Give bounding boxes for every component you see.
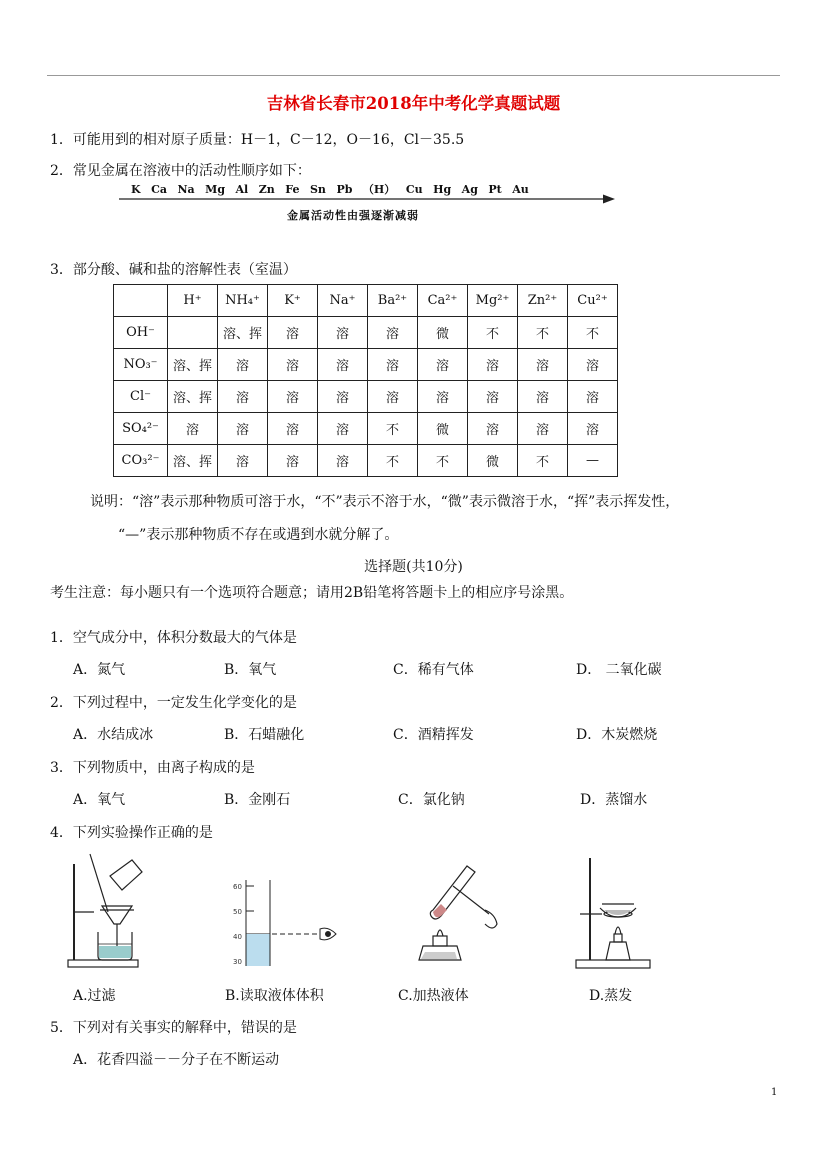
evaporation-apparatus-icon <box>570 852 660 972</box>
answer-option: C．酒精挥发 <box>393 727 474 743</box>
answer-option: A．花香四溢－－分子在不断运动 <box>73 1052 280 1068</box>
question-stem: 2．下列过程中，一定发生化学变化的是 <box>50 695 297 711</box>
graduated-cylinder-icon <box>228 876 348 968</box>
table-cell: 不 <box>518 445 568 477</box>
question-stem: 3．下列物质中，由离子构成的是 <box>50 760 255 776</box>
table-cell: 不 <box>418 445 468 477</box>
table-cell: 不 <box>368 445 418 477</box>
cation-header: H⁺ <box>168 285 218 317</box>
table-corner-cell <box>114 285 168 317</box>
table-cell: — <box>568 445 618 477</box>
answer-option: D． 二氧化碳 <box>576 662 662 678</box>
table-cell: 溶 <box>518 349 568 381</box>
table-cell: 微 <box>418 317 468 349</box>
table-row <box>114 317 618 349</box>
answer-option: B．金刚石 <box>224 792 291 808</box>
metal-symbol: Zn <box>258 183 275 196</box>
question-stem: 5．下列对有关事实的解释中，错误的是 <box>50 1020 297 1036</box>
table-cell: 溶 <box>368 317 418 349</box>
activity-arrow-icon <box>117 193 617 205</box>
cation-header: Ca²⁺ <box>418 285 468 317</box>
table-cell: 溶 <box>268 381 318 413</box>
table-cell: 微 <box>418 413 468 445</box>
table-cell: 溶 <box>568 349 618 381</box>
table-cell: 溶 <box>218 349 268 381</box>
metal-symbol: Sn <box>309 183 326 196</box>
table-cell: 溶 <box>218 381 268 413</box>
metal-symbol: Mg <box>205 183 226 196</box>
intro-line-2: 2．常见金属在溶液中的活动性顺序如下： <box>50 163 311 179</box>
solubility-table <box>113 284 618 477</box>
table-cell <box>168 317 218 349</box>
table-header-row <box>114 285 618 317</box>
table-note-line-1: 说明：“溶”表示那种物质可溶于水，“不”表示不溶于水，“微”表示微溶于水，“挥”表示挥发性， <box>90 494 680 510</box>
anion-header: Cl⁻ <box>114 381 168 413</box>
answer-option: D．木炭燃烧 <box>576 727 658 743</box>
table-cell: 溶 <box>368 349 418 381</box>
page-title: 吉林省长春市2018年中考化学真题试题 <box>266 94 561 113</box>
answer-option: D．蒸馏水 <box>580 792 648 808</box>
table-cell: 溶 <box>568 413 618 445</box>
cylinder-tick-label: 60 <box>233 883 242 891</box>
anion-header: NO₃⁻ <box>114 349 168 381</box>
intro-line-3: 3．部分酸、碱和盐的溶解性表（室温） <box>50 262 297 278</box>
table-cell: 溶 <box>168 413 218 445</box>
answer-option: C．氯化钠 <box>398 792 465 808</box>
table-cell: 溶 <box>518 413 568 445</box>
metal-symbol: Cu <box>405 183 423 196</box>
answer-option: B．氧气 <box>224 662 277 678</box>
table-cell: 溶 <box>318 317 368 349</box>
table-cell: 溶 <box>318 445 368 477</box>
heating-test-tube-icon <box>405 852 505 970</box>
cylinder-tick-label: 50 <box>233 908 242 916</box>
figure-caption: C.加热液体 <box>398 988 469 1004</box>
anion-header: CO₃²⁻ <box>114 445 168 477</box>
table-cell: 溶 <box>318 381 368 413</box>
answer-option: C．稀有气体 <box>393 662 474 678</box>
metal-symbol: Fe <box>285 183 300 196</box>
table-cell: 溶 <box>318 413 368 445</box>
table-cell: 微 <box>468 445 518 477</box>
cation-header: Cu²⁺ <box>568 285 618 317</box>
metal-symbol: （H） <box>362 183 396 196</box>
metal-symbol: Ag <box>461 183 478 196</box>
table-cell: 溶 <box>418 381 468 413</box>
figure-caption: D.蒸发 <box>589 988 633 1004</box>
table-cell: 溶 <box>418 349 468 381</box>
answer-option: A．水结成冰 <box>73 727 154 743</box>
table-cell: 溶 <box>468 349 518 381</box>
metal-symbol: Hg <box>433 183 452 196</box>
anion-header: SO₄²⁻ <box>114 413 168 445</box>
cation-header: Zn²⁺ <box>518 285 568 317</box>
anion-header: OH⁻ <box>114 317 168 349</box>
header-rule <box>47 75 780 76</box>
table-cell: 溶 <box>468 381 518 413</box>
cation-header: NH₄⁺ <box>218 285 268 317</box>
cation-header: Na⁺ <box>318 285 368 317</box>
metal-symbol: Ca <box>151 183 167 196</box>
table-cell: 不 <box>368 413 418 445</box>
table-row <box>114 349 618 381</box>
filtration-apparatus-icon <box>62 850 152 972</box>
metal-symbol: Al <box>235 183 249 196</box>
table-cell: 溶 <box>468 413 518 445</box>
cation-header: K⁺ <box>268 285 318 317</box>
metal-symbol: Na <box>177 183 195 196</box>
question-stem: 4．下列实验操作正确的是 <box>50 825 213 841</box>
table-row <box>114 381 618 413</box>
table-cell: 溶 <box>518 381 568 413</box>
metal-symbol: Pt <box>488 183 502 196</box>
table-row <box>114 445 618 477</box>
table-cell: 溶 <box>218 413 268 445</box>
metal-symbol: Au <box>512 183 529 196</box>
table-cell: 溶 <box>268 317 318 349</box>
table-row <box>114 413 618 445</box>
answer-option: A．氧气 <box>73 792 126 808</box>
figure-caption: A.过滤 <box>73 988 116 1004</box>
metal-symbol: K <box>131 183 141 196</box>
cylinder-tick-label: 40 <box>233 933 242 941</box>
table-note-line-2: “—”表示那种物质不存在或遇到水就分解了。 <box>118 527 399 543</box>
table-cell: 溶 <box>268 445 318 477</box>
table-cell: 不 <box>568 317 618 349</box>
intro-line-1: 1．可能用到的相对原子质量：H－1，C－12，O－16，Cl－35.5 <box>50 132 465 148</box>
exam-notice: 考生注意：每小题只有一个选项符合题意；请用2B铅笔将答题卡上的相应序号涂黑。 <box>50 585 574 601</box>
table-cell: 溶 <box>268 413 318 445</box>
section-title: 选择题(共10分) <box>364 559 463 575</box>
table-cell: 不 <box>518 317 568 349</box>
table-cell: 溶 <box>218 445 268 477</box>
figure-caption: B.读取液体体积 <box>225 988 324 1004</box>
table-cell: 溶、挥 <box>218 317 268 349</box>
cation-header: Ba²⁺ <box>368 285 418 317</box>
table-cell: 溶 <box>268 349 318 381</box>
table-cell: 不 <box>468 317 518 349</box>
cation-header: Mg²⁺ <box>468 285 518 317</box>
table-cell: 溶 <box>368 381 418 413</box>
table-cell: 溶 <box>318 349 368 381</box>
answer-option: B．石蜡融化 <box>224 727 305 743</box>
table-cell: 溶、挥 <box>168 349 218 381</box>
question-stem: 1．空气成分中，体积分数最大的气体是 <box>50 630 297 646</box>
table-cell: 溶 <box>568 381 618 413</box>
cylinder-tick-label: 30 <box>233 958 242 966</box>
answer-option: A．氮气 <box>73 662 126 678</box>
metal-symbol: Pb <box>336 183 353 196</box>
arrow-caption: 金属活动性由强逐渐减弱 <box>287 209 419 222</box>
page-number: 1 <box>771 1087 778 1098</box>
table-cell: 溶、挥 <box>168 381 218 413</box>
table-cell: 溶、挥 <box>168 445 218 477</box>
